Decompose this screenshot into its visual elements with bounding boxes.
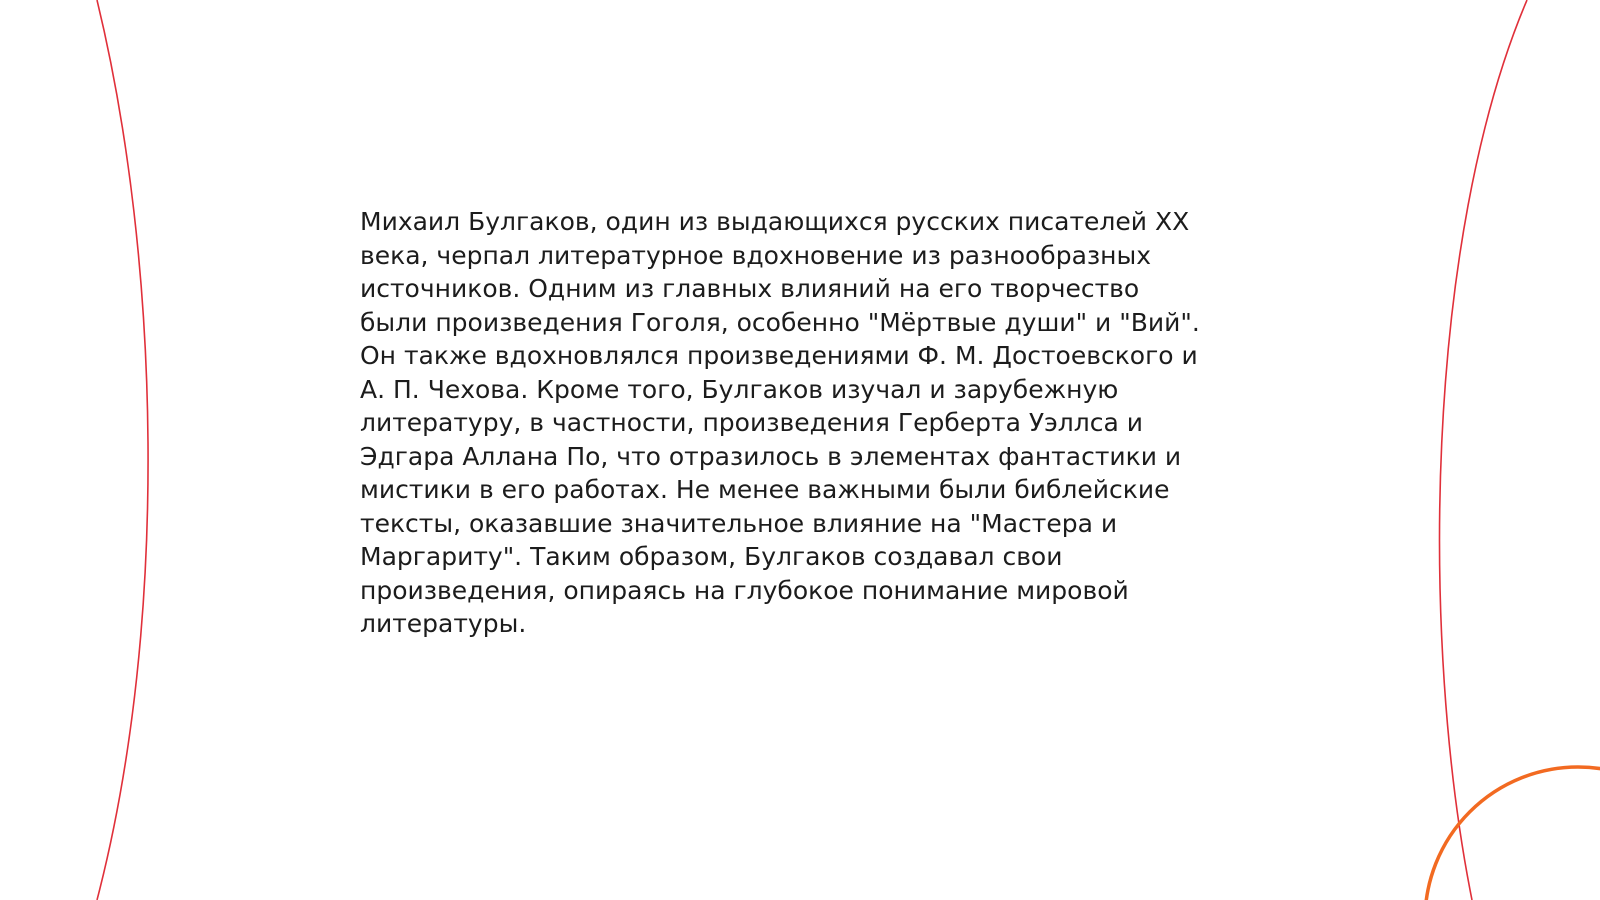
- right-decorative-curve: [1440, 0, 1527, 900]
- slide-body-text: Михаил Булгаков, один из выдающихся русских писателей XX века, черпал литературное вдохновение из разнообразных источников. Одним из главных влияний на его творчество были произведения Гоголя, особенно "Мёртвые души" и "Вий". Он также вдохновлялся произведениями Ф. М. Достоевского и А. П. Чехова. Кроме того, Булгаков изучал и зарубежную литературу, в частности, произведения Герберта Уэллса и Эдгара Аллана По, что отразилось в элементах фантастики и мистики в его работах. Не менее важными были библейские тексты, оказавшие значительное влияние на "Мастера и Маргариту". Таким образом, Булгаков создавал свои произведения, опираясь на глубокое понимание мировой литературы.: [360, 207, 1200, 638]
- orange-decorative-circle: [1425, 767, 1600, 900]
- left-decorative-curve: [97, 0, 148, 900]
